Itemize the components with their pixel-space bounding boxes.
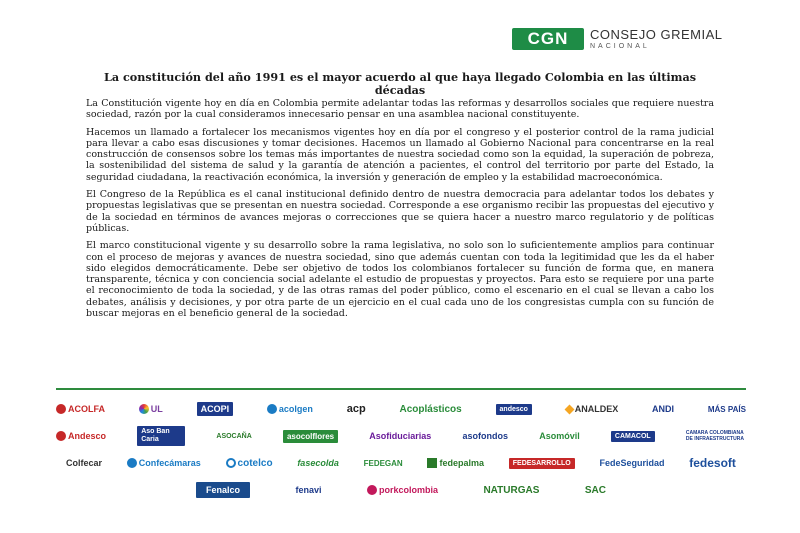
- org-name-line1: CONSEJO GREMIAL: [590, 27, 723, 42]
- logo-acopi: ACOPI: [197, 402, 234, 416]
- logo-andesco: Andesco: [56, 431, 106, 441]
- paragraph-4: El marco constitucional vigente y su desarrollo sobre la rama legislativa, no solo son lo suficientemente amplios para continuar con el proceso de mejoras y avances de nuestra sociedad, sino que además cuentan con toda la legitimidad que les da el haber sido elegidos democráticamente. Debe ser objetivo de todos los colombianos fortalecer su función de forma que, en manera transparente, técnica y con conciencia social adelante el estudio de propuestas y proyectos. Para esto se requiere por una parte el reconocimiento de toda la sociedad, y de las otras ramas del poder público, como el escenario en el cual se llevan a cabo los debates, análisis y decisiones, y por otra parte de un ejercicio en el cual cada uno de los congresistas cumpla con su función de buscar mejoras en el beneficio general de la sociedad.: [86, 240, 714, 320]
- logo-fenalco: Fenalco: [196, 482, 250, 498]
- logo-acolfa: ACOLFA: [56, 404, 105, 414]
- member-logos: [56, 396, 746, 526]
- logo-asomovil: Asomóvil: [539, 431, 580, 441]
- logo-row-4: [56, 477, 746, 503]
- logo-asofondos: asofondos: [462, 431, 509, 441]
- org-name-line2: NACIONAL: [590, 43, 650, 50]
- logo-acolgen: acolgen: [267, 404, 313, 414]
- logo-colfecar: Colfecar: [66, 458, 103, 468]
- section-divider: [56, 388, 746, 390]
- logo-fenavi: fenavi: [295, 485, 322, 495]
- logo-row-3: [56, 450, 746, 476]
- logo-fedegan: FEDEGAN: [363, 458, 403, 468]
- logo-acoplasticos: Acoplásticos: [399, 403, 462, 415]
- logo-asobancaria: Aso Ban Caria: [137, 426, 185, 446]
- logo-camacol: CAMACOL: [611, 431, 655, 442]
- logo-fedeseguridad: FedeSeguridad: [599, 458, 665, 468]
- logo-fedesoft: fedesoft: [689, 456, 736, 470]
- logo-row-2: [56, 423, 746, 449]
- cgn-badge: CGN: [512, 28, 584, 50]
- logo-mas-pais: MÁS PAÍS: [707, 404, 746, 414]
- logo-acp: acp: [346, 403, 366, 415]
- logo-fedesarrollo: FEDESARROLLO: [509, 458, 575, 469]
- logo-asocolflores: asocolflores: [283, 430, 338, 443]
- cgn-logo: [512, 28, 722, 50]
- logo-fedepalma: fedepalma: [427, 458, 484, 468]
- logo-andi: ANDI: [652, 404, 675, 414]
- paragraph-3: El Congreso de la República es el canal institucional definido dentro de nuestra democracia para adelantar todos los debates y propuestas legislativas que se presentan en nuestra sociedad. Corresponde a ese organismo recibir las propuestas del ejecutivo y de la sociedad en términos de avances mejoras o correcciones que se quiera hacer a nuestro marco regulatorio y de políticas públicas.: [86, 189, 714, 234]
- logo-confecamaras: Confecámaras: [127, 458, 201, 468]
- logo-naturgas: NATURGAS: [483, 484, 540, 496]
- logo-row-1: [56, 396, 746, 422]
- document-body: [86, 98, 714, 325]
- logo-fasecolda: fasecolda: [297, 458, 339, 468]
- logo-andesco-box: andesco: [496, 404, 532, 415]
- cgn-wordmark: [590, 28, 722, 50]
- document-title: La constitución del año 1991 es el mayor acuerdo al que haya llegado Colombia en las últimas décadas: [103, 70, 697, 97]
- logo-asofiduciarias: Asofiduciarias: [369, 431, 432, 441]
- paragraph-2: Hacemos un llamado a fortalecer los mecanismos vigentes hoy en día por el congreso y el posterior control de la rama judicial para llevar a cabo esas discusiones y tomar decisiones. Hacemos un llamado al Gobierno Nacional para concentrarse en la real construcción de consensos sobre los temas más importantes de nuestra sociedad como son la equidad, la superación de pobreza, la sostenibilidad del sistema de salud y la garantía de atención a pacientes, el control del territorio por parte del Estado, la seguridad ciudadana, la reactivación económica, la inversión y generación de empleo y la estabilidad macroeconómica.: [86, 126, 714, 183]
- logo-porkcolombia: porkcolombia: [367, 485, 438, 495]
- logo-sac: SAC: [584, 484, 606, 496]
- logo-cotelco: cotelco: [226, 458, 273, 469]
- paragraph-1: La Constitución vigente hoy en día en Colombia permite adelantar todas las reformas y desarrollos sociales que requiere nuestra sociedad, razón por la cual consideramos innecesario pensar en una asamblea nacional constituyente.: [86, 98, 714, 121]
- logo-ul: UL: [139, 404, 163, 414]
- logo-asocana: ASOCAÑA: [216, 432, 252, 440]
- logo-cci: CAMARA COLOMBIANA DE INFRAESTRUCTURA: [685, 430, 744, 442]
- logo-analdex: ANALDEX: [566, 404, 619, 414]
